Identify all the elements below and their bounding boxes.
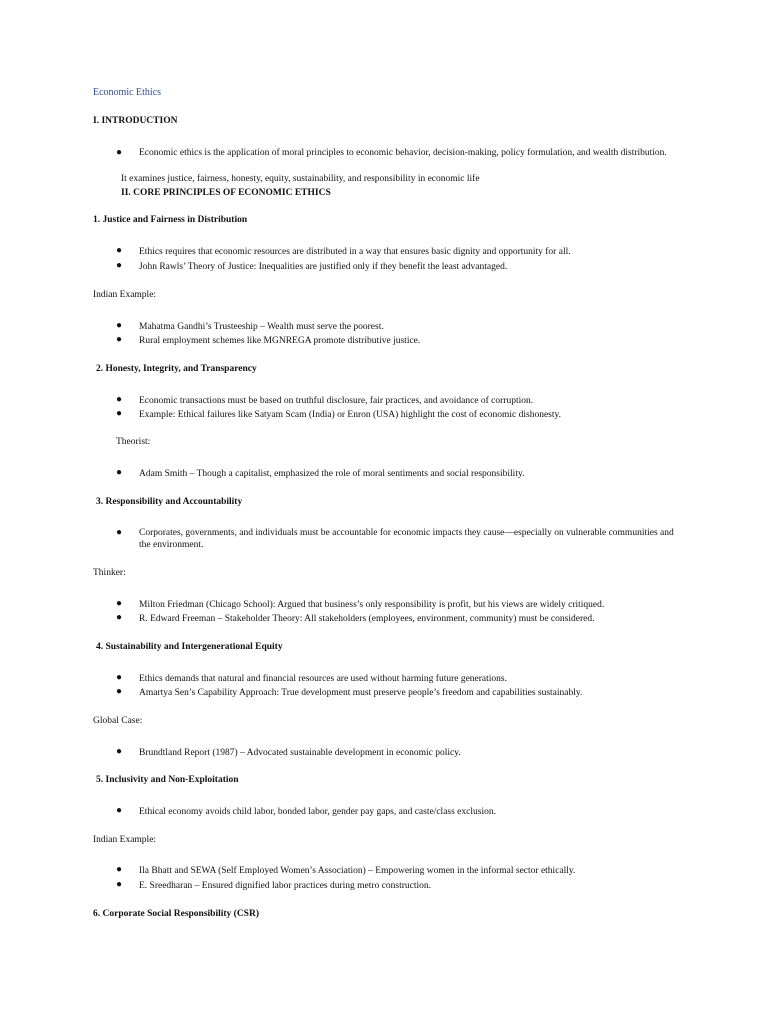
section-1-heading: 1. Justice and Fairness in Distribution: [93, 215, 248, 225]
bullet-icon: ●: [116, 612, 123, 623]
section-3-label: Thinker:: [93, 568, 126, 578]
section-2-label: Theorist:: [116, 437, 151, 447]
bullet-icon: ●: [116, 672, 123, 683]
bullet-icon: ●: [116, 245, 123, 256]
section-4-label: Global Case:: [93, 716, 143, 726]
intro-bullet-text: Economic ethics is the application of moral principles to economic behavior, decision-making, policy formulation, and wealth distribution.: [139, 148, 667, 158]
section-3-heading: 3. Responsibility and Accountability: [96, 497, 243, 507]
bullet-icon: ●: [116, 879, 123, 890]
bullet-icon: ●: [116, 805, 123, 816]
bullet-icon: ●: [116, 598, 123, 609]
bullet-icon: ●: [116, 260, 123, 271]
section-4-bullet-3: Brundtland Report (1987) – Advocated sustainable development in economic policy.: [139, 748, 461, 758]
section-1-label: Indian Example:: [93, 290, 157, 300]
section-5-heading: 5. Inclusivity and Non-Exploitation: [96, 775, 239, 785]
document-title: Economic Ethics: [93, 87, 162, 98]
section-3-bullet-1: Corporates, governments, and individuals must be accountable for economic impacts they cause—especially on vulnerable communities and the environment.: [139, 528, 674, 550]
bullet-icon: ●: [116, 467, 123, 478]
section-1-bullet-2: John Rawls’ Theory of Justice: Inequalities are justified only if they benefit the least advantaged.: [139, 262, 508, 272]
bullet-icon: ●: [116, 686, 123, 697]
section-5-bullet-2: Ila Bhatt and SEWA (Self Employed Women’s Association) – Empowering women in the informal sector ethically.: [139, 866, 576, 876]
section-3-bullet-3: R. Edward Freeman – Stakeholder Theory: All stakeholders (employees, environment, community) must be considered.: [139, 614, 595, 624]
section-1-bullet-3: Mahatma Gandhi’s Trusteeship – Wealth must serve the poorest.: [139, 322, 384, 332]
section-2-bullet-2: Example: Ethical failures like Satyam Scam (India) or Enron (USA) highlight the cost of economic dishonesty.: [139, 410, 562, 420]
bullet-icon: ●: [116, 147, 123, 158]
section-1-bullet-1: Ethics requires that economic resources are distributed in a way that ensures basic dignity and opportunity for all.: [139, 247, 571, 257]
section-6-heading: 6. Corporate Social Responsibility (CSR): [93, 909, 259, 919]
section-3-bullet-2: Milton Friedman (Chicago School): Argued that business’s only responsibility is profit, but his views are widely critiqued.: [139, 600, 605, 610]
section-4-bullet-1: Ethics demands that natural and financial resources are used without harming future generations.: [139, 674, 507, 684]
intro-line: It examines justice, fairness, honesty, equity, sustainability, and responsibility in economic life: [121, 174, 480, 184]
section-5-bullet-1: Ethical economy avoids child labor, bonded labor, gender pay gaps, and caste/class exclusion.: [139, 807, 496, 817]
bullet-icon: ●: [116, 334, 123, 345]
section-2-bullet-3: Adam Smith – Though a capitalist, emphasized the role of moral sentiments and social responsibility.: [139, 469, 525, 479]
intro-heading: I. INTRODUCTION: [93, 116, 178, 126]
section-4-bullet-2: Amartya Sen’s Capability Approach: True development must preserve people’s freedom and capabilities sustainably.: [139, 688, 583, 698]
bullet-icon: ●: [116, 394, 123, 405]
section-2-bullet-1: Economic transactions must be based on truthful disclosure, fair practices, and avoidance of corruption.: [139, 396, 534, 406]
bullet-icon: ●: [116, 408, 123, 419]
section-2-heading: 2. Honesty, Integrity, and Transparency: [96, 364, 257, 374]
section-5-bullet-3: E. Sreedharan – Ensured dignified labor practices during metro construction.: [139, 881, 432, 891]
bullet-icon: ●: [116, 746, 123, 757]
section-5-label: Indian Example:: [93, 835, 157, 845]
bullet-icon: ●: [116, 320, 123, 331]
core-principles-heading: II. CORE PRINCIPLES OF ECONOMIC ETHICS: [121, 188, 331, 198]
section-4-heading: 4. Sustainability and Intergenerational Equity: [96, 642, 283, 652]
section-1-bullet-4: Rural employment schemes like MGNREGA promote distributive justice.: [139, 336, 421, 346]
bullet-icon: ●: [116, 527, 123, 538]
bullet-icon: ●: [116, 864, 123, 875]
